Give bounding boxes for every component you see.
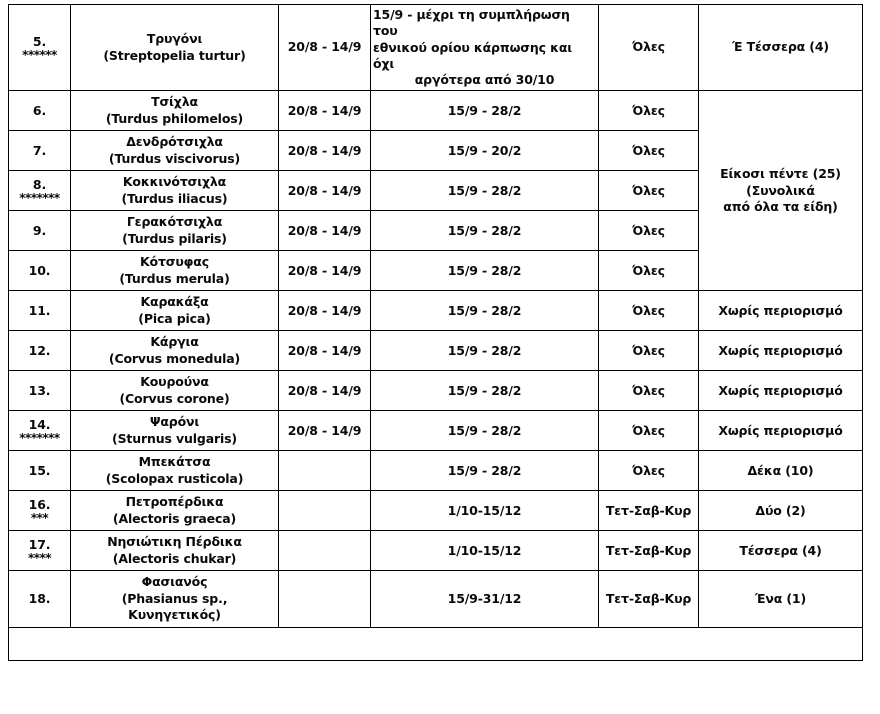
period-two-cell: 1/10-15/12 <box>371 531 599 571</box>
species-latin-name: (Corvus corone) <box>119 390 230 406</box>
hunting-species-table <box>8 4 863 661</box>
species-common-name: Μπεκάτσα <box>138 454 211 470</box>
allowed-days-cell: Τετ-Σαβ-Κυρ <box>599 571 699 628</box>
species-latin-name: (Corvus monedula) <box>108 350 241 366</box>
period-two-cell: 15/9-31/12 <box>371 571 599 628</box>
species-cell <box>71 171 279 211</box>
period-one-cell: 20/8 - 14/9 <box>279 5 371 91</box>
species-latin-name: (Alectoris chukar) <box>112 550 237 566</box>
allowed-days-cell: Όλες <box>599 91 699 131</box>
species-common-name: Κότσυφας <box>139 254 209 270</box>
table-row <box>9 491 863 531</box>
period-two-cell: 15/9 - 28/2 <box>371 291 599 331</box>
allowed-days-cell: Όλες <box>599 331 699 371</box>
allowed-days-cell: Όλες <box>599 291 699 331</box>
species-latin-name: (Sturnus vulgaris) <box>112 430 237 446</box>
row-number: 10. <box>28 263 51 278</box>
row-number-cell <box>9 131 71 171</box>
allowed-days-cell: Τετ-Σαβ-Κυρ <box>599 491 699 531</box>
table-row <box>9 291 863 331</box>
allowed-days-cell: Όλες <box>599 131 699 171</box>
row-number: 17. <box>28 537 51 553</box>
species-cell <box>71 251 279 291</box>
species-common-name: Κουρούνα <box>140 374 209 390</box>
period-one-cell: 20/8 - 14/9 <box>279 131 371 171</box>
species-cell <box>71 371 279 411</box>
row-number: 8. <box>32 177 47 193</box>
period-one-cell: 20/8 - 14/9 <box>279 291 371 331</box>
period-two-cell: 15/9 - 28/2 <box>371 451 599 491</box>
row-number: 18. <box>28 591 51 607</box>
period-one-cell <box>279 451 371 491</box>
row-number-cell <box>9 491 71 531</box>
period-two-cell: 15/9 - 28/2 <box>371 331 599 371</box>
row-number: 9. <box>32 223 47 238</box>
period-two-cell: 1/10-15/12 <box>371 491 599 531</box>
species-cell <box>71 451 279 491</box>
species-common-name: Νησιώτικη Πέρδικα <box>107 534 242 550</box>
species-cell <box>71 291 279 331</box>
bag-limit-cell: Χωρίς περιορισμό <box>699 291 863 331</box>
species-common-name: Δενδρότσιχλα <box>126 134 223 150</box>
table-row <box>9 371 863 411</box>
species-cell <box>71 211 279 251</box>
species-latin-name: (Turdus merula) <box>119 270 230 286</box>
allowed-days-cell: Όλες <box>599 5 699 91</box>
period-one-cell: 20/8 - 14/9 <box>279 91 371 131</box>
row-number-cell <box>9 171 71 211</box>
row-number: 16. <box>28 497 51 513</box>
footnote-asterisks: ****** <box>22 47 57 62</box>
row-number: 5. <box>32 34 47 50</box>
period-two-line-2: εθνικού ορίου κάρπωσης και όχι <box>373 39 572 71</box>
period-two-cell: 15/9 - 28/2 <box>371 91 599 131</box>
footnote-asterisks: **** <box>27 550 52 565</box>
period-two-cell: 15/9 - 20/2 <box>371 131 599 171</box>
species-latin-name: (Turdus viscivorus) <box>108 150 241 166</box>
species-latin-name: (Streptopelia turtur) <box>103 47 246 63</box>
bag-limit-cell: Τέσσερα (4) <box>699 531 863 571</box>
period-one-cell: 20/8 - 14/9 <box>279 171 371 211</box>
table-row <box>9 331 863 371</box>
allowed-days-cell: Τετ-Σαβ-Κυρ <box>599 531 699 571</box>
period-one-cell <box>279 571 371 628</box>
species-cell <box>71 571 279 628</box>
species-latin-name: (Scolopax rusticola) <box>105 470 244 486</box>
bag-limit-cell: Δέκα (10) <box>699 451 863 491</box>
row-number: 7. <box>32 143 47 158</box>
bag-limit-cell: Έ Τέσσερα (4) <box>699 5 863 91</box>
species-cell <box>71 491 279 531</box>
table-row-partial <box>9 627 863 660</box>
row-number-cell <box>9 331 71 371</box>
species-common-name: Φασιανός <box>141 574 208 590</box>
bag-limit-cell: Χωρίς περιορισμό <box>699 411 863 451</box>
period-two-line-3: αργότερα από 30/10 <box>414 72 555 87</box>
allowed-days-cell: Όλες <box>599 171 699 211</box>
footnote-asterisks: *** <box>30 510 49 525</box>
table-row <box>9 91 863 131</box>
species-latin-name: (Turdus iliacus) <box>121 190 228 206</box>
species-cell <box>71 131 279 171</box>
species-latin-name: (Pica pica) <box>138 310 211 326</box>
species-latin-name: (Phasianus sp., Κυνηγετικός) <box>121 590 228 623</box>
species-cell <box>71 91 279 131</box>
species-latin-name: (Turdus pilaris) <box>122 230 227 246</box>
bag-limit-cell: Ένα (1) <box>699 571 863 628</box>
footnote-asterisks: ******* <box>19 190 60 205</box>
allowed-days-cell: Όλες <box>599 251 699 291</box>
table-row <box>9 571 863 628</box>
row-number-cell <box>9 5 71 91</box>
period-one-cell: 20/8 - 14/9 <box>279 331 371 371</box>
row-number-cell <box>9 451 71 491</box>
allowed-days-cell: Όλες <box>599 371 699 411</box>
species-cell <box>71 5 279 91</box>
row-number: 13. <box>28 383 51 398</box>
species-common-name: Γερακότσιχλα <box>126 214 223 230</box>
species-common-name: Πετροπέρδικα <box>125 494 224 510</box>
period-two-cell: 15/9 - 28/2 <box>371 251 599 291</box>
period-two-cell: 15/9 - 28/2 <box>371 411 599 451</box>
bag-limit-line-1: Είκοσι πέντε (25) <box>720 166 841 181</box>
period-two-cell: 15/9 - 28/2 <box>371 171 599 211</box>
period-one-cell <box>279 491 371 531</box>
row-number-cell <box>9 531 71 571</box>
period-one-cell <box>279 531 371 571</box>
period-one-cell: 20/8 - 14/9 <box>279 411 371 451</box>
table-container <box>8 4 862 661</box>
table-row <box>9 451 863 491</box>
bag-limit-cell: Δύο (2) <box>699 491 863 531</box>
row-number: 15. <box>28 463 51 478</box>
species-common-name: Τσίχλα <box>151 94 198 110</box>
period-one-cell: 20/8 - 14/9 <box>279 251 371 291</box>
row-number: 6. <box>32 103 47 118</box>
row-number-cell <box>9 251 71 291</box>
allowed-days-cell: Όλες <box>599 211 699 251</box>
row-number-cell <box>9 211 71 251</box>
species-cell <box>71 411 279 451</box>
species-common-name: Κοκκινότσιχλα <box>122 174 227 190</box>
row-number-cell <box>9 371 71 411</box>
row-number: 14. <box>28 417 51 433</box>
row-number: 11. <box>28 303 51 318</box>
period-two-line-1: 15/9 - μέχρι τη συμπλήρωση του <box>373 7 570 39</box>
bag-limit-merged-cell <box>699 91 863 291</box>
row-number-cell <box>9 571 71 628</box>
allowed-days-cell: Όλες <box>599 451 699 491</box>
bag-limit-cell: Χωρίς περιορισμό <box>699 331 863 371</box>
bag-limit-line-2: (Συνολικά <box>746 182 815 198</box>
species-cell <box>71 331 279 371</box>
species-common-name: Κάργια <box>150 334 199 350</box>
row-number-cell <box>9 291 71 331</box>
row-number: 12. <box>28 343 51 358</box>
table-row <box>9 411 863 451</box>
bag-limit-line-3: από όλα τα είδη) <box>723 199 838 214</box>
footnote-asterisks: ******* <box>19 430 60 445</box>
partial-row-cell <box>9 627 863 660</box>
period-one-cell: 20/8 - 14/9 <box>279 371 371 411</box>
period-two-cell: 15/9 - 28/2 <box>371 371 599 411</box>
table-row <box>9 531 863 571</box>
species-common-name: Ψαρόνι <box>149 414 200 430</box>
species-common-name: Τρυγόνι <box>146 31 203 47</box>
species-latin-name: (Alectoris graeca) <box>112 510 237 526</box>
period-two-cell: 15/9 - 28/2 <box>371 211 599 251</box>
row-number-cell <box>9 91 71 131</box>
allowed-days-cell: Όλες <box>599 411 699 451</box>
bag-limit-cell: Χωρίς περιορισμό <box>699 371 863 411</box>
row-number-cell <box>9 411 71 451</box>
table-row <box>9 5 863 91</box>
species-latin-name: (Turdus philomelos) <box>105 110 244 126</box>
species-cell <box>71 531 279 571</box>
period-one-cell: 20/8 - 14/9 <box>279 211 371 251</box>
species-common-name: Καρακάξα <box>140 294 209 310</box>
period-two-cell <box>371 5 599 91</box>
